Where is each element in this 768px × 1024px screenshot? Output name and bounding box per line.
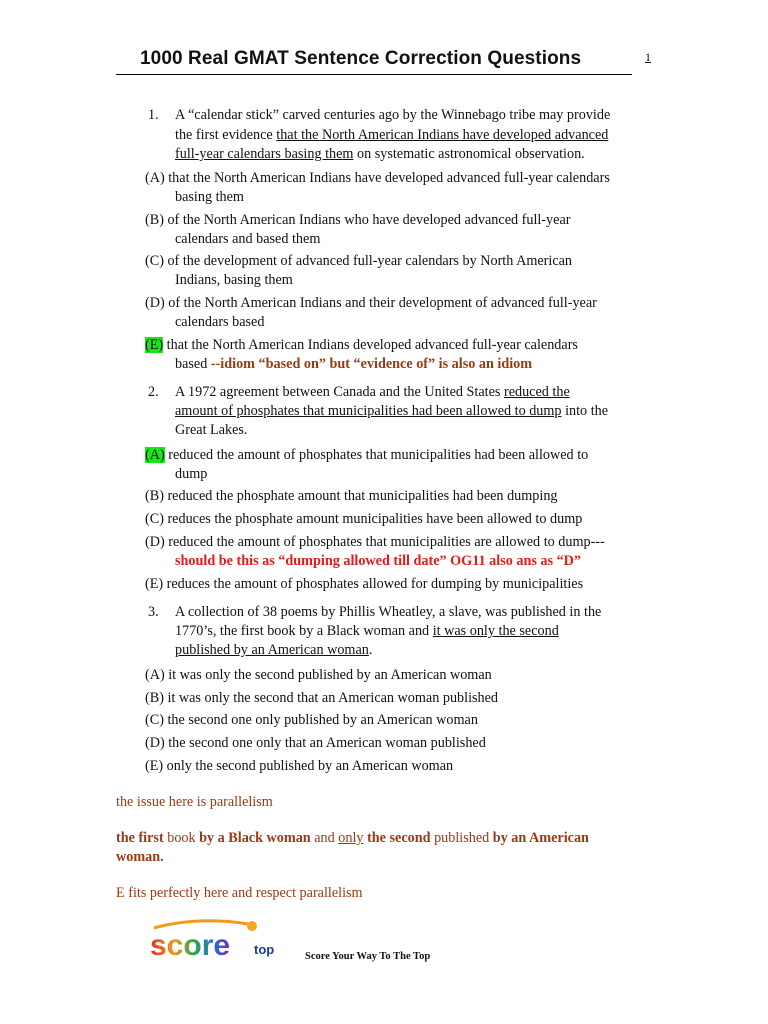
underlined-portion: it was only the second bbox=[432, 623, 559, 639]
answer-choice-d: (D) reduced the amount of phosphates that municipalities are allowed to dump--- bbox=[145, 534, 605, 550]
answer-choice-a-cont: basing them bbox=[175, 189, 244, 205]
answer-choice-b: (B) reduced the phosphate amount that municipalities had been dumping bbox=[145, 488, 558, 504]
answer-choice-d: (D) the second one only that an American woman published bbox=[145, 735, 486, 751]
question-stem-line: amount of phosphates that municipalities had been allowed to dump into the bbox=[175, 403, 609, 419]
answer-choice-b: (B) it was only the second that an American woman published bbox=[145, 690, 499, 706]
answer-choice-e: (E) only the second published by an American woman bbox=[145, 758, 454, 774]
document-title: 1000 Real GMAT Sentence Correction Questions bbox=[140, 48, 582, 69]
commentary-issue: the issue here is parallelism bbox=[116, 794, 273, 810]
correct-answer-highlight: (A) bbox=[145, 447, 165, 463]
logo-subtext: top bbox=[254, 942, 275, 957]
commentary-conclusion: E fits perfectly here and respect parallelism bbox=[116, 885, 363, 901]
commentary-parallel-line: the first book by a Black woman and only the second published by an American bbox=[116, 830, 589, 846]
explanation-note: --idiom “based on” but “evidence of” is also an idiom bbox=[210, 356, 533, 372]
question-stem-line: 1770’s, the first book by a Black woman and it was only the second bbox=[175, 623, 559, 639]
answer-choice-a-cont: dump bbox=[175, 466, 208, 482]
logo-text: score bbox=[150, 929, 231, 962]
underlined-portion: reduced the bbox=[503, 384, 570, 400]
answer-choice-e-cont: based --idiom “based on” but “evidence of” is also an idiom bbox=[175, 356, 533, 372]
question-stem-line: A “calendar stick” carved centuries ago by the Winnebago tribe may provide bbox=[175, 107, 611, 123]
page-number: 1 bbox=[645, 50, 651, 64]
answer-choice-a: (A) reduced the amount of phosphates that municipalities had been allowed to bbox=[145, 447, 589, 463]
answer-choice-d: (D) of the North American Indians and their development of advanced full-year bbox=[145, 295, 597, 311]
answer-choice-a: (A) it was only the second published by an American woman bbox=[145, 667, 492, 683]
question-number: 2. bbox=[148, 384, 159, 400]
underlined-portion: amount of phosphates that municipalities had been allowed to dump bbox=[175, 403, 562, 419]
answer-choice-e: (E) reduces the amount of phosphates allowed for dumping by municipalities bbox=[145, 576, 584, 592]
question-stem-line: published by an American woman. bbox=[175, 642, 373, 658]
commentary-parallel-line-cont: woman. bbox=[116, 849, 164, 865]
page-header bbox=[116, 46, 632, 75]
underlined-portion: full-year calendars basing them bbox=[175, 146, 354, 162]
answer-choice-c: (C) the second one only published by an American woman bbox=[145, 712, 478, 728]
question-stem-line: the first evidence that the North American Indians have developed advanced bbox=[175, 127, 609, 143]
correct-answer-highlight: (E) bbox=[145, 337, 164, 353]
question-stem-line: full-year calendars basing them on systematic astronomical observation. bbox=[175, 146, 585, 162]
answer-choice-b-cont: calendars and based them bbox=[175, 231, 321, 247]
underlined-portion: that the North American Indians have developed advanced bbox=[276, 127, 609, 143]
answer-choice-e: (E) that the North American Indians developed advanced full-year calendars bbox=[145, 337, 578, 353]
answer-choice-c-cont: Indians, basing them bbox=[175, 272, 293, 288]
question-stem-line: Great Lakes. bbox=[175, 422, 248, 438]
answer-choice-a: (A) that the North American Indians have developed advanced full-year calendars bbox=[145, 170, 610, 186]
question-stem-line: A collection of 38 poems by Phillis Wheatley, a slave, was published in the bbox=[175, 604, 602, 620]
question-stem-line: A 1972 agreement between Canada and the United States reduced the bbox=[175, 384, 570, 400]
footer-tagline: Score Your Way To The Top bbox=[305, 951, 431, 962]
answer-choice-d-cont: calendars based bbox=[175, 314, 265, 330]
answer-choice-c: (C) reduces the phosphate amount municipalities have been allowed to dump bbox=[145, 511, 583, 527]
underlined-portion: published by an American woman bbox=[175, 642, 369, 658]
answer-choice-b: (B) of the North American Indians who have developed advanced full-year bbox=[145, 212, 571, 228]
explanation-note: should be this as “dumping allowed till date” OG11 also ans as “D” bbox=[175, 553, 582, 569]
answer-choice-c: (C) of the development of advanced full-year calendars by North American bbox=[145, 253, 573, 269]
question-number: 1. bbox=[148, 107, 159, 123]
question-number: 3. bbox=[148, 604, 159, 620]
scoretop-logo bbox=[148, 918, 288, 964]
